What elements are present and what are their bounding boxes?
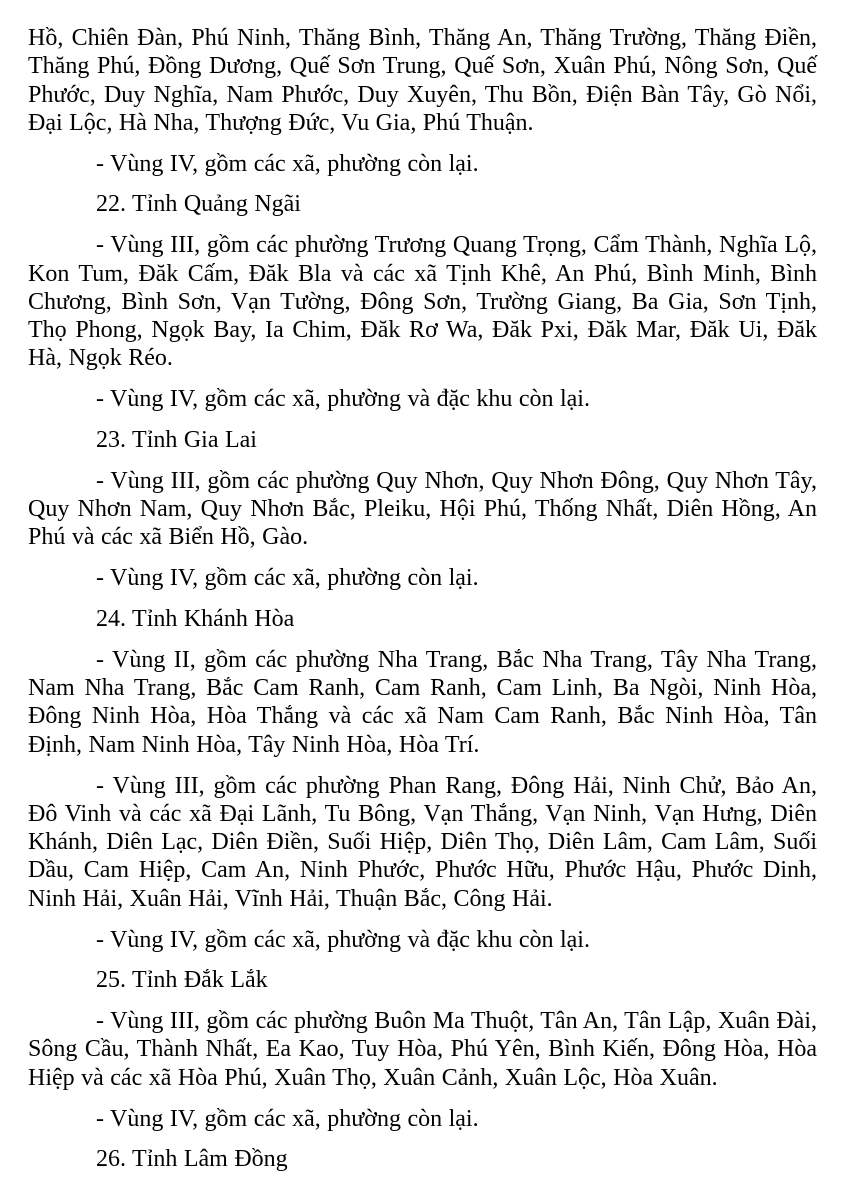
region-list-item: - Vùng III, gồm các phường Quy Nhơn, Quy Nhơn Đông, Quy Nhơn Tây, Quy Nhơn Nam, Quy Nhơn Bắc, Pleiku, Hội Phú, Thống Nhất, Diên Hồng, An Phú và các xã Biển Hồ, Gào. [28, 467, 817, 551]
region-list-item: - Vùng IV, gồm các xã, phường và đặc khu còn lại. [96, 926, 590, 953]
region-list-item: - Vùng II, gồm các phường Nha Trang, Bắc Nha Trang, Tây Nha Trang, Nam Nha Trang, Bắc Cam Ranh, Cam Ranh, Cam Linh, Ba Ngòi, Ninh Hòa, Đông Ninh Hòa, Hòa Thắng và các xã Nam Cam Ranh, Bắc Ninh Hòa, Tân Định, Nam Ninh Hòa, Tây Ninh Hòa, Hòa Trí. [28, 646, 817, 758]
region-list-item: - Vùng IV, gồm các xã, phường còn lại. [96, 150, 479, 177]
region-list-item: - Vùng III, gồm các phường Buôn Ma Thuột, Tân An, Tân Lập, Xuân Đài, Sông Cầu, Thành Nhất, Ea Kao, Tuy Hòa, Phú Yên, Bình Kiến, Đông Hòa, Hòa Hiệp và các xã Hòa Phú, Xuân Thọ, Xuân Cảnh, Xuân Lộc, Hòa Xuân. [28, 1008, 817, 1091]
region-list-item: - Vùng III, gồm các phường Trương Quang Trọng, Cẩm Thành, Nghĩa Lộ, Kon Tum, Đăk Cấm, Đăk Bla và các xã Tịnh Khê, An Phú, Bình Minh, Bình Chương, Bình Sơn, Vạn Tường, Đông Sơn, Trường Giang, Ba Gia, Sơn Tịnh, Thọ Phong, Ngọk Bay, Ia Chim, Đăk Rơ Wa, Đăk Pxi, Đăk Mar, Đăk Ui, Đăk Hà, Ngọk Réo. [28, 232, 817, 372]
section-heading: 23. Tỉnh Gia Lai [96, 427, 257, 454]
region-list-item: - Vùng IV, gồm các xã, phường còn lại. [96, 565, 479, 592]
region-list-item: - Vùng IV, gồm các xã, phường và đặc khu còn lại. [96, 386, 590, 413]
paragraph-continuation: Hồ, Chiên Đàn, Phú Ninh, Thăng Bình, Thăng An, Thăng Trường, Thăng Điền, Thăng Phú, Đồng Dương, Quế Sơn Trung, Quế Sơn, Xuân Phú, Nông Sơn, Quế Phước, Duy Nghĩa, Nam Phước, Duy Xuyên, Thu Bồn, Điện Bàn Tây, Gò Nổi, Đại Lộc, Hà Nha, Thượng Đức, Vu Gia, Phú Thuận. [28, 25, 817, 136]
section-heading: 26. Tỉnh Lâm Đồng [96, 1146, 288, 1173]
section-heading: 25. Tỉnh Đắk Lắk [96, 967, 268, 994]
section-heading: 24. Tỉnh Khánh Hòa [96, 606, 295, 633]
region-list-item: - Vùng IV, gồm các xã, phường còn lại. [96, 1105, 479, 1132]
region-list-item: - Vùng III, gồm các phường Phan Rang, Đông Hải, Ninh Chử, Bảo An, Đô Vinh và các xã Đại Lãnh, Tu Bông, Vạn Thắng, Vạn Ninh, Vạn Hưng, Diên Khánh, Diên Lạc, Diên Điền, Suối Hiệp, Diên Thọ, Diên Lâm, Cam Lâm, Suối Dầu, Cam Hiệp, Cam An, Ninh Phước, Phước Hữu, Phước Hậu, Phước Dinh, Ninh Hải, Xuân Hải, Vĩnh Hải, Thuận Bắc, Công Hải. [28, 772, 817, 912]
section-heading: 22. Tỉnh Quảng Ngãi [96, 191, 301, 218]
